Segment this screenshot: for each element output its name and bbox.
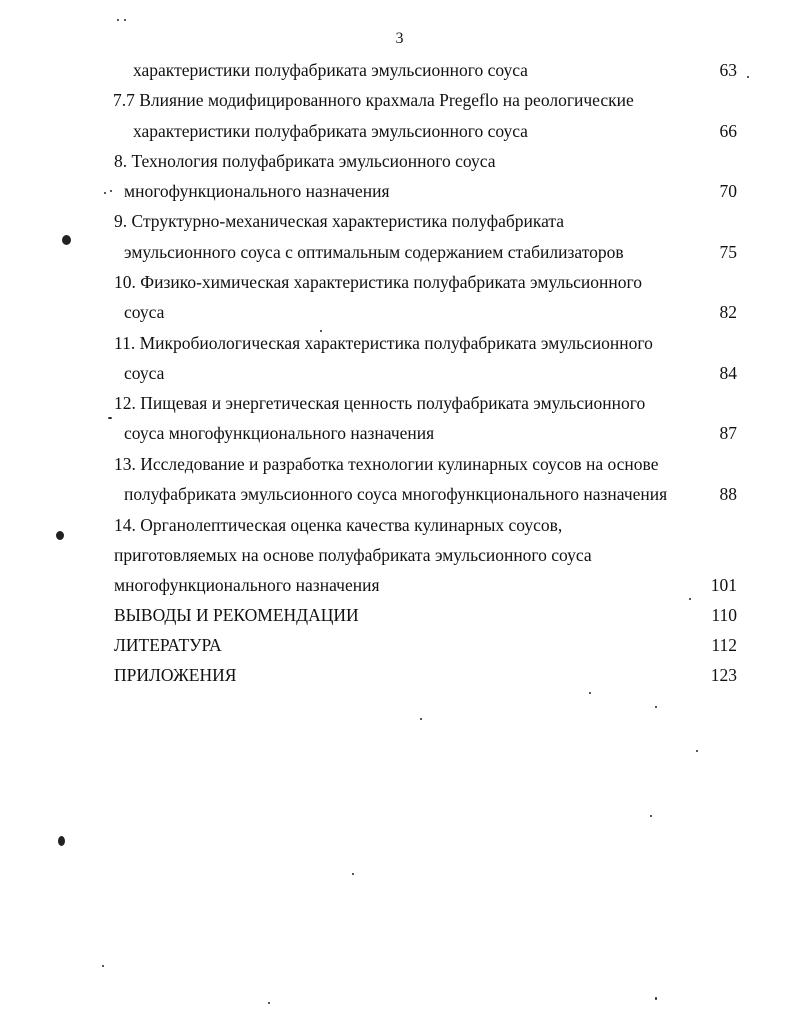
toc-entry xyxy=(0,331,799,355)
toc-entry xyxy=(0,149,799,173)
scan-speck xyxy=(56,531,64,540)
toc-entry xyxy=(0,663,799,687)
toc-entry xyxy=(0,179,799,203)
scan-speck xyxy=(58,836,65,846)
toc-entry-text: 9. Структурно-механическая характеристика полуфабриката xyxy=(114,211,565,231)
toc-entry xyxy=(0,209,799,233)
toc-entry xyxy=(0,240,799,264)
toc-entry-page: 66 xyxy=(719,121,737,141)
toc-entry-text: характеристики полуфабриката эмульсионного соуса xyxy=(133,121,528,141)
toc-entry xyxy=(0,513,799,537)
scan-speck xyxy=(102,965,104,967)
toc-entry-page: 84 xyxy=(719,363,737,383)
scan-speck xyxy=(62,235,71,245)
toc-entry xyxy=(0,421,799,445)
scan-speck xyxy=(108,417,112,419)
toc-entry-page: 63 xyxy=(719,60,737,80)
toc-entry-page: 123 xyxy=(710,665,737,685)
toc-entry-page: 75 xyxy=(719,242,737,262)
page-number: 3 xyxy=(395,30,404,47)
toc-entry-text: соуса многофункционального назначения xyxy=(124,423,435,443)
scan-speck xyxy=(689,598,691,600)
toc-entry-text: 7.7 Влияние модифицированного крахмала Pregeflo на реологические xyxy=(113,90,634,110)
scan-speck xyxy=(117,19,119,21)
scan-speck xyxy=(352,873,354,875)
toc-entry-page: 82 xyxy=(719,302,737,322)
scan-speck xyxy=(420,718,422,720)
toc-entry-text: 13. Исследование и разработка технологии кулинарных соусов на основе xyxy=(114,454,659,474)
toc-entry-page: 101 xyxy=(710,575,737,595)
toc-entry-text: эмульсионного соуса с оптимальным содержанием стабилизаторов xyxy=(124,242,624,262)
toc-entry-text: многофункционального назначения xyxy=(124,181,390,201)
toc-entry-text: соуса xyxy=(124,363,165,383)
toc-entry-text: 8. Технология полуфабриката эмульсионного соуса xyxy=(114,151,496,171)
scan-speck xyxy=(110,190,112,192)
scan-speck xyxy=(320,330,322,332)
toc-entry-text: соуса xyxy=(124,302,165,322)
toc-entry xyxy=(0,119,799,143)
toc-entry-page: 110 xyxy=(711,605,737,625)
toc-entry xyxy=(0,603,799,627)
toc-entry xyxy=(0,300,799,324)
toc-entry xyxy=(0,391,799,415)
toc-entry xyxy=(0,633,799,657)
toc-entry-text: многофункционального назначения xyxy=(114,575,380,595)
toc-entry xyxy=(0,270,799,294)
toc-entry-page: 87 xyxy=(719,423,737,443)
toc-entry-text: 10. Физико-химическая характеристика полуфабриката эмульсионного xyxy=(114,272,643,292)
toc-entry-text: ВЫВОДЫ И РЕКОМЕНДАЦИИ xyxy=(114,605,359,625)
toc-entry-page: 112 xyxy=(711,635,737,655)
toc-entry xyxy=(0,543,799,567)
scan-speck xyxy=(124,19,126,21)
toc-entry xyxy=(0,361,799,385)
toc-entry xyxy=(0,88,799,112)
scan-speck xyxy=(655,997,657,1000)
scan-speck xyxy=(650,815,652,817)
toc-entry-page: 88 xyxy=(719,484,737,504)
toc-entry-text: полуфабриката эмульсионного соуса многофункционального назначения xyxy=(124,484,668,504)
toc-entry-text: 11. Микробиологическая характеристика полуфабриката эмульсионного xyxy=(114,333,653,353)
toc-entry-text: характеристики полуфабриката эмульсионного соуса xyxy=(133,60,528,80)
toc-entry xyxy=(0,58,799,82)
toc-entry-text: 14. Органолептическая оценка качества кулинарных соусов, xyxy=(114,515,563,535)
toc-entry xyxy=(0,573,799,597)
toc-entry-text: ЛИТЕРАТУРА xyxy=(114,635,222,655)
toc-entry-text: 12. Пищевая и энергетическая ценность полуфабриката эмульсионного xyxy=(114,393,646,413)
toc-entry-page: 70 xyxy=(719,181,737,201)
toc-entry xyxy=(0,452,799,476)
toc-entry-text: ПРИЛОЖЕНИЯ xyxy=(114,665,237,685)
scan-speck xyxy=(268,1002,270,1004)
scan-speck xyxy=(589,692,591,694)
toc-entry-text: приготовляемых на основе полуфабриката эмульсионного соуса xyxy=(114,545,592,565)
scan-speck xyxy=(104,192,106,194)
scan-speck xyxy=(696,750,698,752)
toc-entry xyxy=(0,482,799,506)
scan-speck xyxy=(747,76,749,78)
scan-speck xyxy=(655,706,657,708)
